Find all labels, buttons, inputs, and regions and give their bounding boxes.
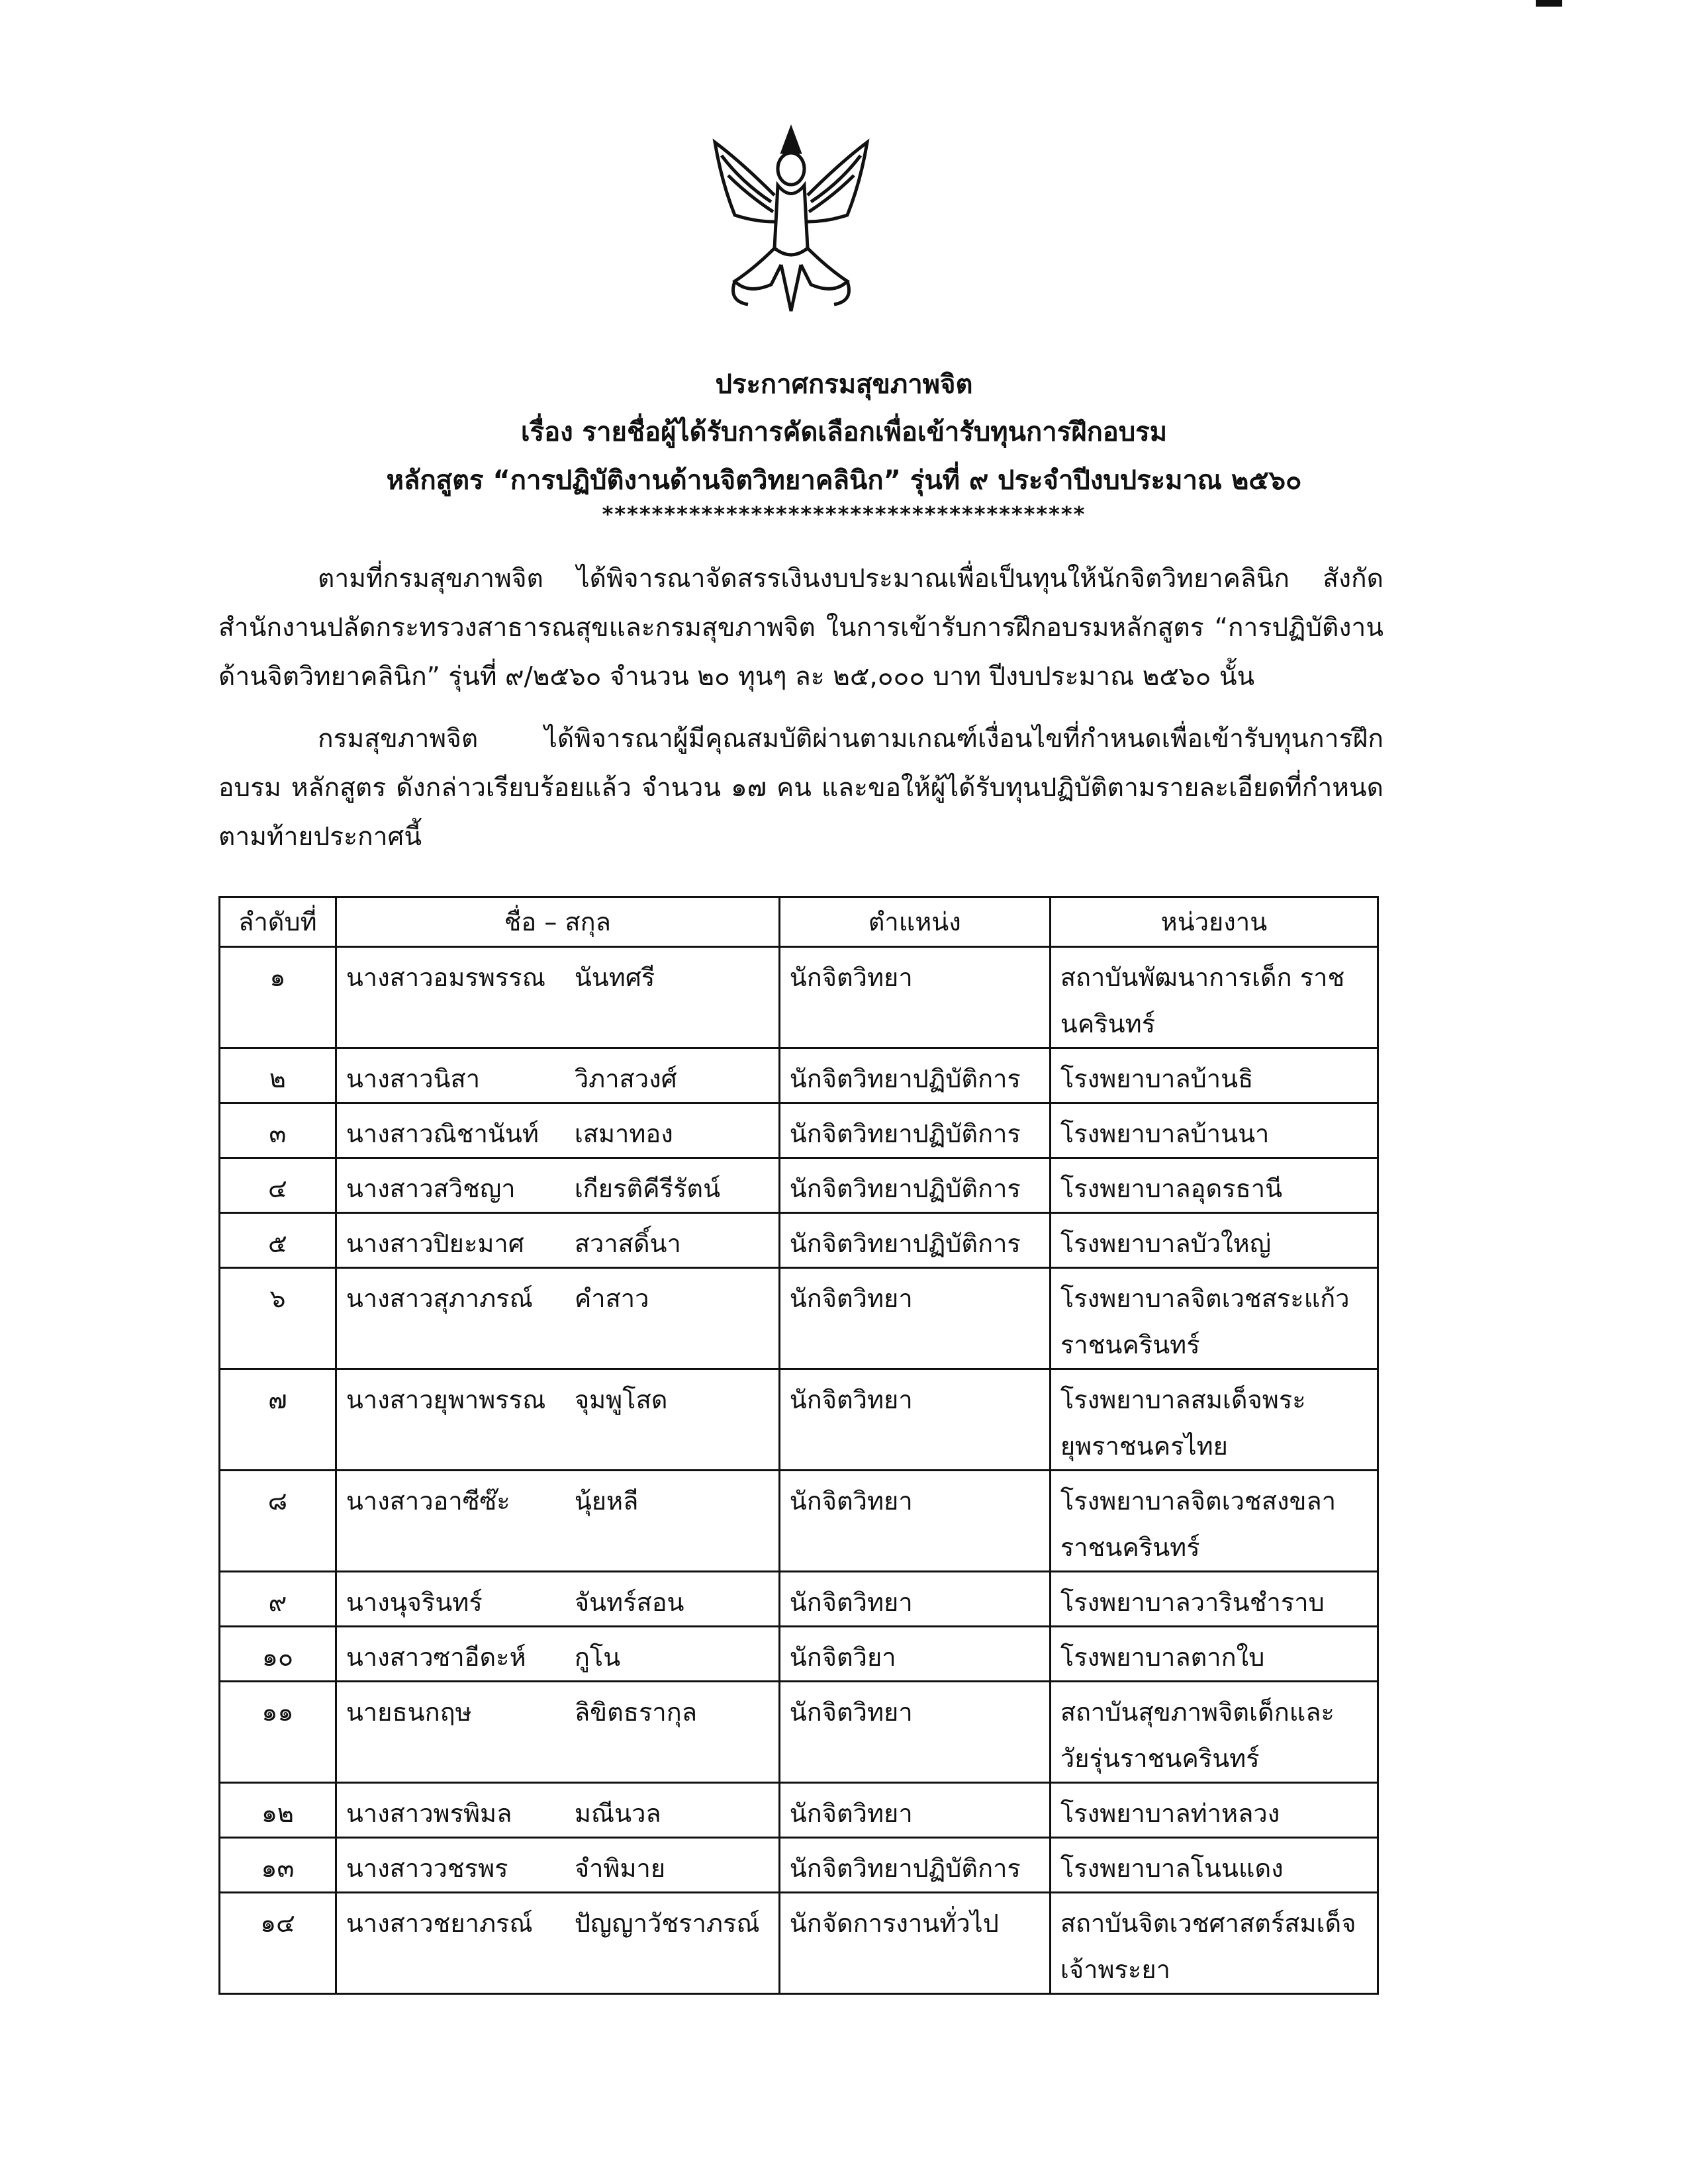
row-number: ๔ <box>220 1158 336 1213</box>
last-name: เสมาทอง <box>574 1119 673 1148</box>
row-unit: โรงพยาบาลจิตเวชสระแก้ว ราชนครินทร์ <box>1050 1268 1378 1369</box>
row-unit: โรงพยาบาลอุดรธานี <box>1050 1158 1378 1213</box>
row-number: ๑ <box>220 947 336 1048</box>
row-number: ๑๔ <box>220 1893 336 1994</box>
first-name: นางสาวปิยะมาศ <box>346 1229 524 1258</box>
row-number: ๗ <box>220 1369 336 1471</box>
row-number: ๕ <box>220 1213 336 1268</box>
table-row <box>220 1158 1378 1213</box>
row-name <box>336 1627 779 1682</box>
last-name: จำพิมาย <box>574 1854 666 1883</box>
table-row <box>220 1471 1378 1572</box>
row-name <box>336 1048 779 1103</box>
row-name <box>336 1103 779 1158</box>
row-unit: โรงพยาบาลบ้านธิ <box>1050 1048 1378 1103</box>
paragraph-2 <box>218 715 1383 862</box>
first-name: นางสาวชยาภรณ์ <box>346 1909 533 1938</box>
row-name <box>336 1893 779 1994</box>
row-unit: สถาบันจิตเวชศาสตร์สมเด็จ เจ้าพระยา <box>1050 1893 1378 1994</box>
row-unit: โรงพยาบาลตากใบ <box>1050 1627 1378 1682</box>
first-name: นายธนกฤษ <box>346 1698 472 1727</box>
header-position: ตำแหน่ง <box>779 897 1050 947</box>
row-position: นักจิตวิทยา <box>779 1572 1050 1627</box>
paragraph-2-text: กรมสุขภาพจิต ได้พิจารณาผู้มีคุณสมบัติผ่านตามเกณฑ์เงื่อนไขที่กำหนดเพื่อเข้ารับทุนการฝึกอบรม หลักสูตร ดังกล่าวเรียบร้อยแล้ว จำนวน ๑๗ คน และขอให้ผู้ได้รับทุนปฏิบัติตามรายละเอียดที่กำหนด ตามท้ายประกาศนี้ <box>218 724 1383 852</box>
last-name: นุ้ยหลี <box>574 1486 639 1516</box>
row-name <box>336 1572 779 1627</box>
first-name: นางสาวนิสา <box>346 1064 481 1093</box>
row-name <box>336 1268 779 1369</box>
table-row <box>220 1048 1378 1103</box>
row-unit: โรงพยาบาลบ้านนา <box>1050 1103 1378 1158</box>
header-order: ลำดับที่ <box>220 897 336 947</box>
row-unit: โรงพยาบาลวารินชำราบ <box>1050 1572 1378 1627</box>
table-row <box>220 1682 1378 1783</box>
first-name: นางสาวยุพาพรรณ <box>346 1385 546 1414</box>
table-row <box>220 1572 1378 1627</box>
row-unit: โรงพยาบาลท่าหลวง <box>1050 1783 1378 1838</box>
row-number: ๓ <box>220 1103 336 1158</box>
first-name: นางนุจรินทร์ <box>346 1588 483 1617</box>
row-position: นักจิตวิทยาปฏิบัติการ <box>779 1048 1050 1103</box>
row-unit: โรงพยาบาลโนนแดง <box>1050 1838 1378 1893</box>
row-number: ๑๒ <box>220 1783 336 1838</box>
header-name: ชื่อ – สกุล <box>336 897 779 947</box>
row-name <box>336 1838 779 1893</box>
last-name: จุมพูโสด <box>574 1385 668 1414</box>
row-position: นักจิตวิทยา <box>779 1783 1050 1838</box>
row-position: นักจิตวิทยาปฏิบัติการ <box>779 1103 1050 1158</box>
table-row <box>220 1838 1378 1893</box>
row-unit: โรงพยาบาลสมเด็จพระ ยุพราชนครไทย <box>1050 1369 1378 1471</box>
last-name: มณีนวล <box>574 1799 661 1828</box>
row-position: นักจิตวิทยาปฏิบัติการ <box>779 1158 1050 1213</box>
row-position: นักจิตวิทยา <box>779 1268 1050 1369</box>
row-position: นักจิตวิทยา <box>779 1682 1050 1783</box>
row-unit: สถาบันสุขภาพจิตเด็กและ วัยรุ่นราชนครินทร์ <box>1050 1682 1378 1783</box>
scan-mark <box>1536 0 1562 7</box>
garuda-emblem-icon <box>708 122 874 318</box>
announcement-course: หลักสูตร “การปฏิบัติงานด้านจิตวิทยาคลินิก” รุ่นที่ ๙ ประจำปีงบประมาณ ๒๕๖๐ <box>386 465 1302 496</box>
row-unit: สถาบันพัฒนาการเด็ก ราชนครินทร์ <box>1050 947 1378 1048</box>
row-position: นักจิตวิทยา <box>779 1471 1050 1572</box>
row-number: ๙ <box>220 1572 336 1627</box>
first-name: นางสาวสุภาภรณ์ <box>346 1284 533 1313</box>
title-separator: *************************************** <box>602 502 1086 527</box>
table-header-row <box>220 897 1378 947</box>
table-row <box>220 1783 1378 1838</box>
paragraph-1 <box>218 555 1383 702</box>
last-name: สวาสดิ์นา <box>574 1229 681 1258</box>
last-name: คำสาว <box>574 1284 649 1313</box>
first-name: นางสาวซาอีดะห์ <box>346 1643 526 1672</box>
last-name: เกียรติคีรีรัตน์ <box>574 1174 721 1203</box>
row-number: ๑๐ <box>220 1627 336 1682</box>
row-number: ๒ <box>220 1048 336 1103</box>
header-unit: หน่วยงาน <box>1050 897 1378 947</box>
last-name: กูโน <box>574 1643 621 1672</box>
recipients-table <box>218 896 1379 1995</box>
row-position: นักจิตวิทยาปฏิบัติการ <box>779 1213 1050 1268</box>
row-position: นักจิตวิทยา <box>779 1369 1050 1471</box>
row-number: ๘ <box>220 1471 336 1572</box>
first-name: นางสาวณิชานันท์ <box>346 1119 539 1148</box>
first-name: นางสาวอมรพรรณ <box>346 963 545 992</box>
row-position: นักจัดการงานทั่วไป <box>779 1893 1050 1994</box>
row-name <box>336 1471 779 1572</box>
table-row <box>220 947 1378 1048</box>
row-name <box>336 1682 779 1783</box>
announcement-issuer: ประกาศกรมสุขภาพจิต <box>715 369 973 400</box>
row-name <box>336 1783 779 1838</box>
row-position: นักจิตวิยา <box>779 1627 1050 1682</box>
row-position: นักจิตวิทยา <box>779 947 1050 1048</box>
row-name <box>336 1213 779 1268</box>
row-number: ๑๓ <box>220 1838 336 1893</box>
first-name: นางสาวพรพิมล <box>346 1799 512 1828</box>
table-row <box>220 1103 1378 1158</box>
first-name: นางสาวสวิชญา <box>346 1174 516 1203</box>
last-name: ปัญญาวัชราภรณ์ <box>574 1909 760 1938</box>
row-name <box>336 1369 779 1471</box>
row-unit: โรงพยาบาลบัวใหญ่ <box>1050 1213 1378 1268</box>
paragraph-1-text: ตามที่กรมสุขภาพจิต ได้พิจารณาจัดสรรเงินงบประมาณเพื่อเป็นทุนให้นักจิตวิทยาคลินิก สังกัดสำนักงานปลัดกระทรวงสาธารณสุขและกรมสุขภาพจิต ในการเข้ารับการฝึกอบรมหลักสูตร “การปฏิบัติงานด้านจิตวิทยาคลินิก” รุ่นที่ ๙/๒๕๖๐ จำนวน ๒๐ ทุนๆ ละ ๒๕,๐๐๐ บาท ปีงบประมาณ ๒๕๖๐ นั้น <box>218 564 1383 692</box>
row-number: ๖ <box>220 1268 336 1369</box>
row-unit: โรงพยาบาลจิตเวชสงขลา ราชนครินทร์ <box>1050 1471 1378 1572</box>
first-name: นางสาวอาซีซ๊ะ <box>346 1486 510 1516</box>
last-name: จันทร์สอน <box>574 1588 684 1617</box>
last-name: วิภาสวงศ์ <box>574 1064 677 1093</box>
row-name <box>336 1158 779 1213</box>
last-name: นันทศรี <box>574 963 655 992</box>
table-row <box>220 1268 1378 1369</box>
table-row <box>220 1893 1378 1994</box>
row-number: ๑๑ <box>220 1682 336 1783</box>
last-name: ลิขิตธรากุล <box>574 1698 697 1727</box>
row-name <box>336 947 779 1048</box>
announcement-subject: เรื่อง รายชื่อผู้ได้รับการคัดเลือกเพื่อเข้ารับทุนการฝึกอบรม <box>520 417 1168 447</box>
table-row <box>220 1627 1378 1682</box>
row-position: นักจิตวิทยาปฏิบัติการ <box>779 1838 1050 1893</box>
table-row <box>220 1213 1378 1268</box>
table-row <box>220 1369 1378 1471</box>
first-name: นางสาววชรพร <box>346 1854 508 1883</box>
